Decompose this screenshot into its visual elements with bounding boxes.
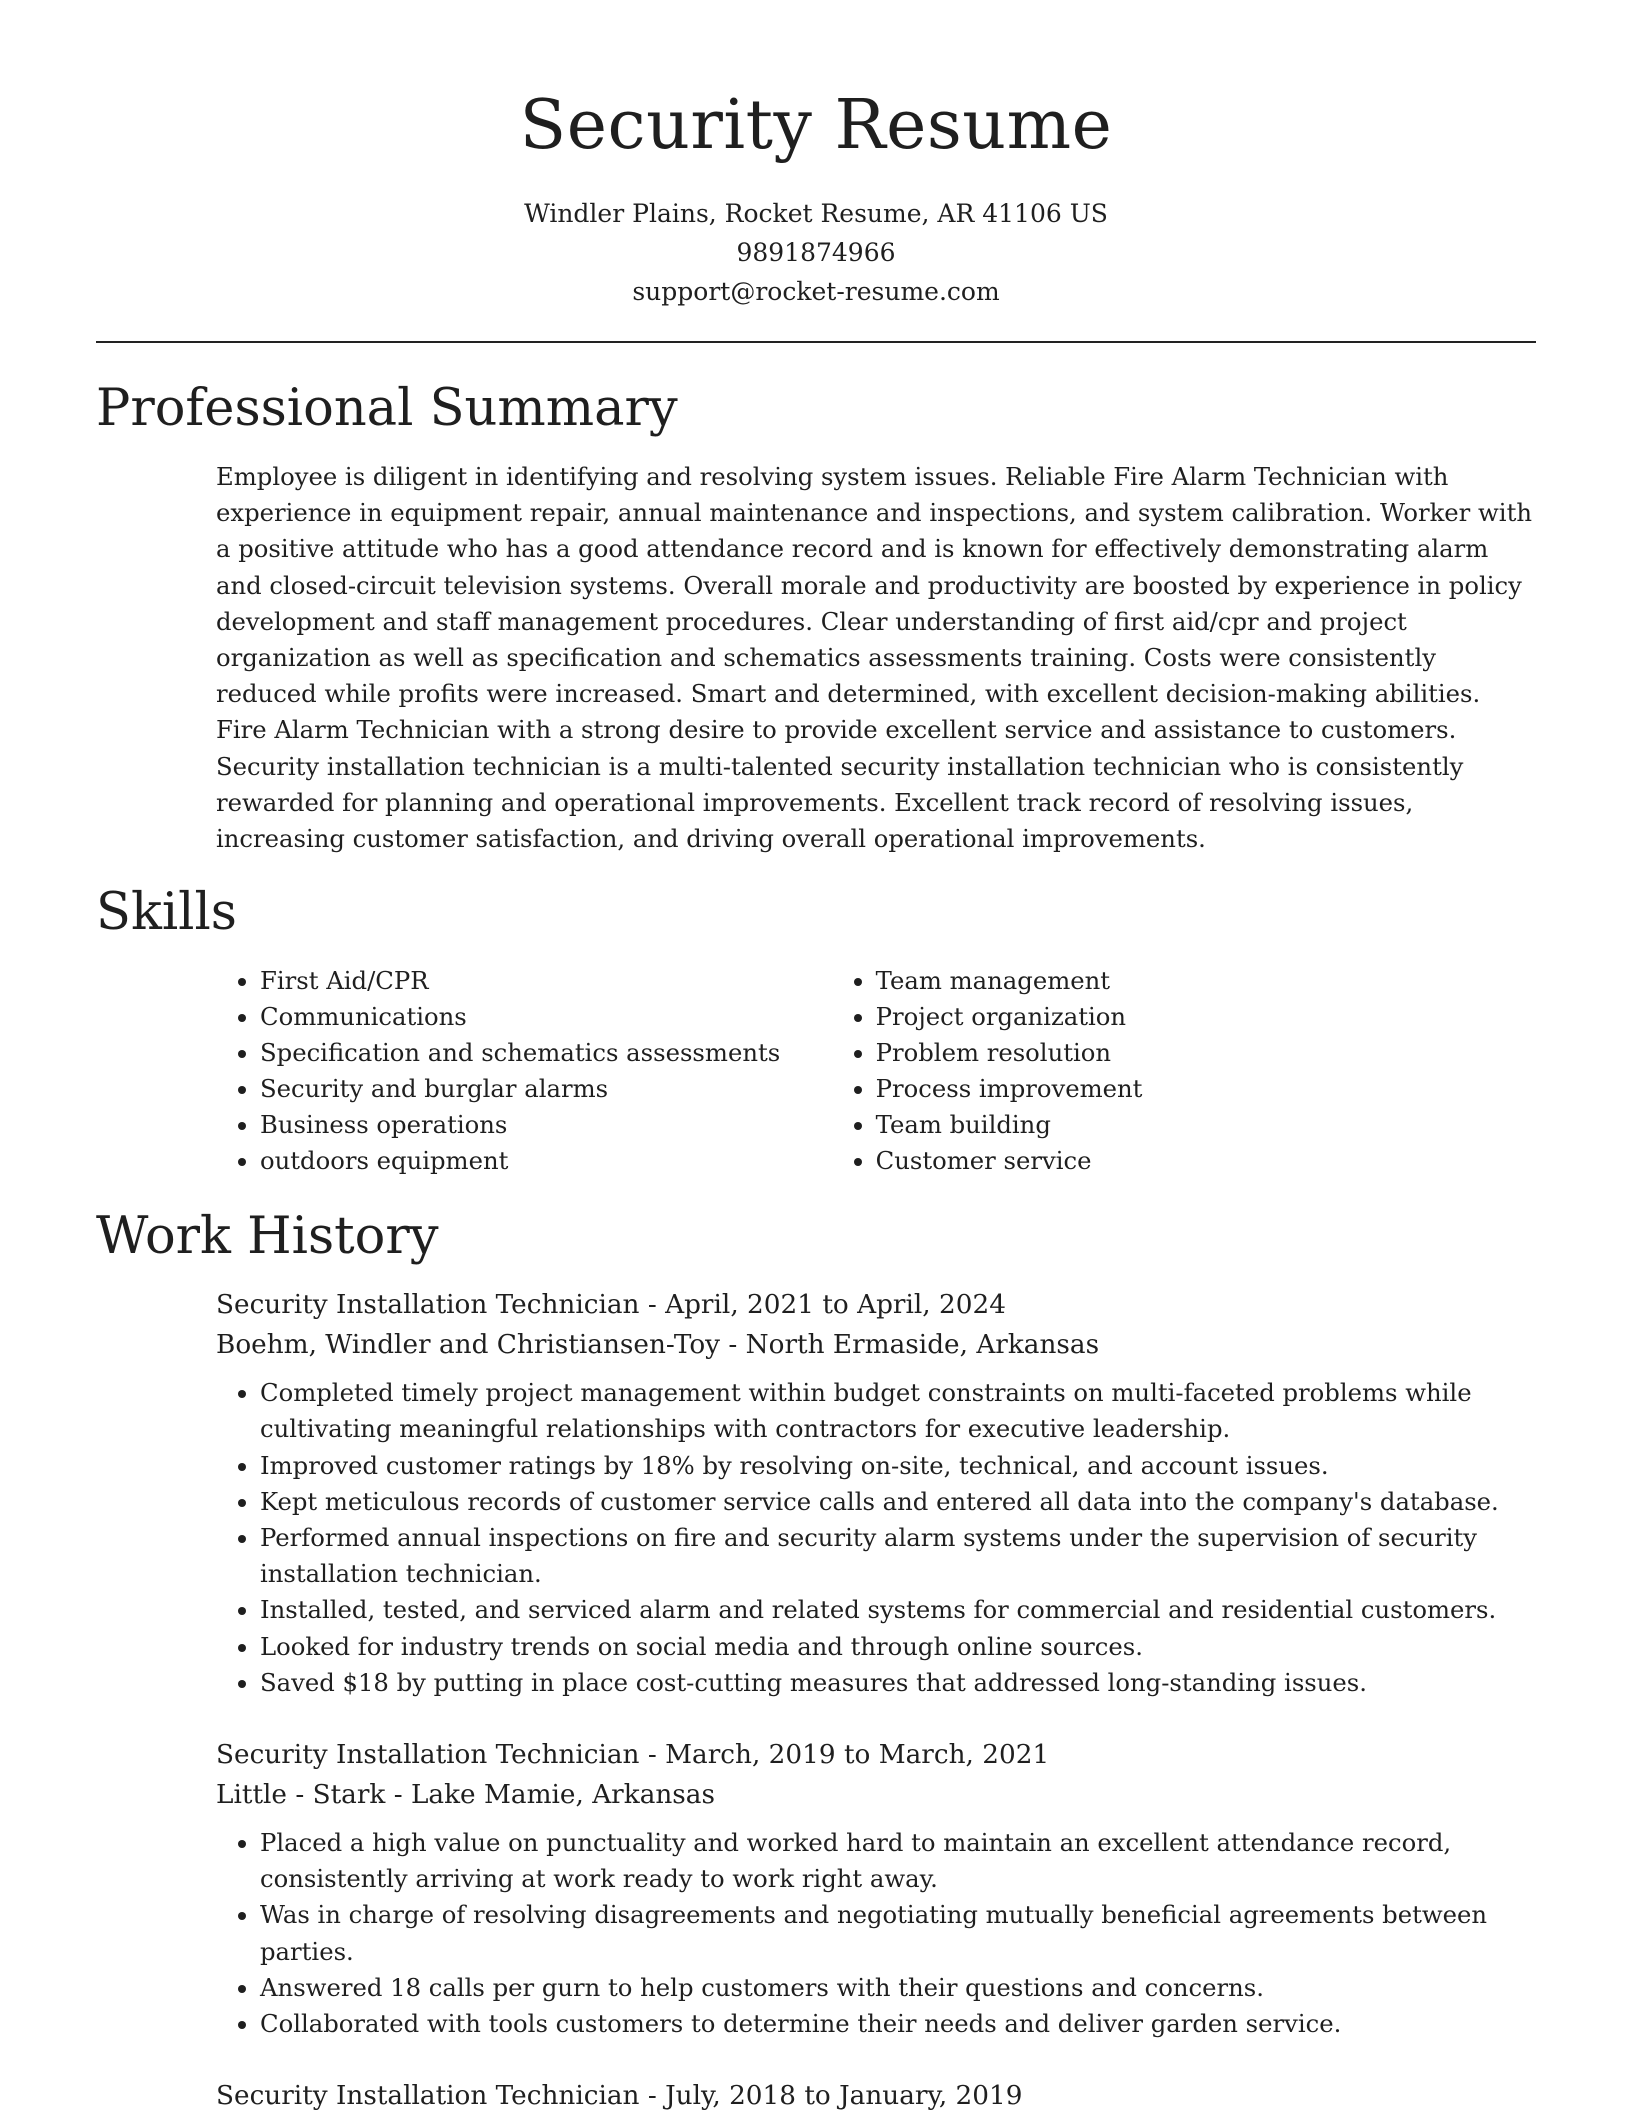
job-bullet: • Saved $18 by putting in place cost-cutting measures that addressed long-standing issues. — [260, 1665, 1536, 1701]
job-role: Security Installation Technician — [216, 1290, 640, 1321]
job-dates: April, 2021 to April, 2024 — [665, 1290, 1006, 1321]
resume-page — [96, 0, 1536, 2116]
job-role: Security Installation Technician — [216, 1740, 640, 1771]
job-bullet: • Completed timely project management within budget constraints on multi-faceted problems while cultivating meaningful relationships with contractors for executive leadership. — [260, 1375, 1536, 1447]
job-title-line: Security Installation Technician - April, 2021 to April, 2024 — [216, 1290, 1006, 1321]
skill-item: • outdoors equipment — [260, 1143, 832, 1179]
skill-item: • Customer service — [876, 1143, 1536, 1179]
job-company: Boehm, Windler and Christiansen-Toy — [216, 1330, 721, 1361]
skill-item: • Project organization — [876, 999, 1536, 1035]
job-bullet: • Kept meticulous records of customer service calls and entered all data into the company's database. — [260, 1484, 1536, 1520]
resume-header — [96, 0, 1536, 311]
job-entry — [216, 1735, 1536, 2042]
job-dates: March, 2019 to March, 2021 — [665, 1740, 1050, 1771]
job-bullet: • Answered 18 calls per gurn to help customers with their questions and concerns. — [260, 1970, 1536, 2006]
phone: 9891874966 — [736, 238, 896, 267]
job-header — [216, 1735, 1536, 1815]
skill-item: • Team building — [876, 1107, 1536, 1143]
skills-list — [216, 963, 1536, 1179]
job-title-line: Security Installation Technician - March, 2019 to March, 2021 — [216, 1740, 1050, 1771]
skill-item: • First Aid/CPR — [260, 963, 832, 999]
job-dates: July, 2018 to January, 2019 — [665, 2081, 1023, 2112]
job-bullet: • Installed, tested, and serviced alarm and related systems for commercial and residential customers. — [260, 1592, 1536, 1628]
job-header — [216, 1285, 1536, 1365]
job-bullets — [216, 1825, 1536, 2042]
job-bullet: • Collaborated with tools customers to determine their needs and deliver garden service. — [260, 2006, 1536, 2042]
work-history-heading: Work History — [96, 1207, 439, 1267]
job-bullet: • Was in charge of resolving disagreements and negotiating mutually beneficial agreements between parties. — [260, 1897, 1536, 1969]
job-entry — [216, 1285, 1536, 1701]
summary-heading: Professional Summary — [96, 379, 678, 438]
skill-item: • Process improvement — [876, 1071, 1536, 1107]
skill-item: • Specification and schematics assessments — [260, 1035, 832, 1071]
job-company-line: Boehm, Windler and Christiansen-Toy - North Ermaside, Arkansas — [216, 1330, 1100, 1361]
job-bullet: • Looked for industry trends on social media and through online sources. — [260, 1629, 1536, 1665]
resume-title: Security Resume — [519, 86, 1113, 165]
job-location: North Ermaside, Arkansas — [745, 1330, 1100, 1361]
job-location: Lake Mamie, Arkansas — [410, 1780, 715, 1811]
address: Windler Plains, Rocket Resume, AR 41106 US — [524, 199, 1108, 228]
skill-item: • Team management — [876, 963, 1536, 999]
skill-item: • Communications — [260, 999, 832, 1035]
job-bullet: • Improved customer ratings by 18% by resolving on-site, technical, and account issues. — [260, 1448, 1536, 1484]
job-header — [216, 2076, 1536, 2116]
job-entry — [216, 2076, 1536, 2116]
skill-item: • Business operations — [260, 1107, 832, 1143]
job-role: Security Installation Technician — [216, 2081, 640, 2112]
skills-heading: Skills — [96, 883, 237, 943]
contact-info — [96, 194, 1536, 311]
header-divider — [96, 341, 1536, 343]
job-title-line: Security Installation Technician - July, 2018 to January, 2019 — [216, 2081, 1023, 2112]
summary-text: Employee is diligent in identifying and resolving system issues. Reliable Fire Alarm Technician with experience in equipment repair, annual maintenance and inspections, and system calibration. Worker with a positive attitude who has a good attendance record and is known for effectively demonstrating alarm and closed-circuit television systems. Overall morale and productivity are boosted by experience in policy development and staff management procedures. Clear understanding of first aid/cpr and project organization as well as specification and schematics assessments training. Costs were consistently reduced while profits were increased. Smart and determined, with excellent decision-making abilities. Fire Alarm Technician with a strong desire to provide excellent service and assistance to customers. Security installation technician is a multi-talented security installation technician who is consistently rewarded for planning and operational improvements. Excellent track record of resolving issues, increasing customer satisfaction, and driving overall operational improvements. — [216, 462, 1532, 854]
skill-item: • Problem resolution — [876, 1035, 1536, 1071]
email: support@rocket-resume.com — [632, 277, 1000, 306]
job-bullets — [216, 1375, 1536, 1701]
skills-column-right — [832, 963, 1536, 1179]
job-bullet: • Performed annual inspections on fire and security alarm systems under the supervision of security installation technician. — [260, 1520, 1536, 1592]
skill-item: • Security and burglar alarms — [260, 1071, 832, 1107]
skills-column-left — [216, 963, 832, 1179]
job-company: Little - Stark — [216, 1780, 386, 1811]
job-company-line: Little - Stark - Lake Mamie, Arkansas — [216, 1780, 715, 1811]
job-bullet: • Placed a high value on punctuality and worked hard to maintain an excellent attendance record, consistently arriving at work ready to work right away. — [260, 1825, 1536, 1897]
